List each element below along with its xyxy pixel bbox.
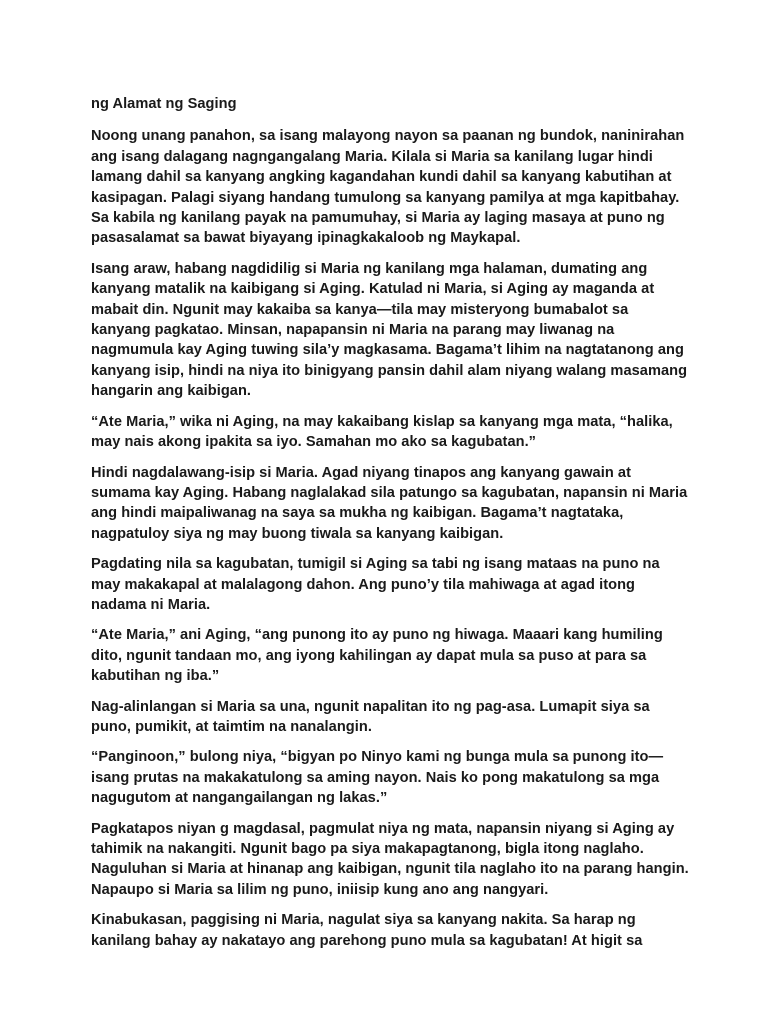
document-page — [91, 84, 691, 961]
paragraph: Kinabukasan, paggising ni Maria, nagulat siya sa kanyang nakita. Sa harap ng kanilang bahay ay nakatayo ang parehong puno mula sa kagubatan! At higit sa — [91, 912, 643, 949]
paragraph: Pagkatapos niyan g magdasal, pagmulat niya ng mata, napansin niyang si Aging ay tahimik na nakangiti. Ngunit bago pa siya makapagtanong, bigla itong naglaho. Naguluhan si Maria at hinanap ang kaibigan, ngunit tila naglaho ito na parang hangin. Napaupo si Maria sa lilim ng puno, iniisip kung ano ang nangyari. — [91, 820, 689, 898]
paragraph: “Ate Maria,” ani Aging, “ang punong ito ay puno ng hiwaga. Maaari kang humiling dito, ngunit tandaan mo, ang iyong kahilingan ay dapat mula sa puso at para sa kabutihan ng iba.” — [91, 627, 663, 685]
paragraph: Hindi nagdalawang-isip si Maria. Agad niyang tinapos ang kanyang gawain at sumama kay Aging. Habang naglalakad sila patungo sa kagubatan, napansin ni Maria ang hindi maipaliwanag na saya sa mukha ng kaibigan. Bagama’t nagtataka, nagpatuloy siya ng may buong tiwala sa kanyang kaibigan. — [91, 464, 688, 542]
paragraph: Noong unang panahon, sa isang malayong nayon sa paanan ng bundok, naninirahan ang isang dalagang nagngangalang Maria. Kilala si Maria sa kanilang lugar hindi lamang dahil sa kanyang angking kagandahan kundi dahil sa kanyang kabutihan at kasipagan. Palagi siyang handang tumulong sa kanyang pamilya at mga kapitbahay. Sa kabila ng kanilang payak na pamumuhay, si Maria ay laging masaya at puno ng pasasalamat sa bawat biyayang ipinagkakaloob ng Maykapal. — [91, 128, 685, 247]
paragraph: Pagdating nila sa kagubatan, tumigil si Aging sa tabi ng isang mataas na puno na may makakapal at malalagong dahon. Ang puno’y tila mahiwaga at agad itong nadama ni Maria. — [91, 556, 660, 613]
document-title: ng Alamat ng Saging — [91, 96, 237, 112]
paragraph: Isang araw, habang nagdidilig si Maria ng kanilang mga halaman, dumating ang kanyang matalik na kaibigang si Aging. Katulad ni Maria, si Aging ay maganda at mabait din. Ngunit may kakaiba sa kanya—tila may misteryong bumabalot sa kanyang pagkatao. Minsan, napapansin ni Maria na parang may liwanag na nagmumula kay Aging tuwing sila’y magkasama. Bagama’t lihim na nagtatanong ang kanyang isip, hindi na niya ito binigyang pansin dahil alam niyang walang masamang hangarin ang kaibigan. — [91, 260, 688, 400]
paragraph: “Ate Maria,” wika ni Aging, na may kakaibang kislap sa kanyang mga mata, “halika, may nais akong ipakita sa iyo. Samahan mo ako sa kagubatan.” — [91, 413, 673, 451]
paragraph: Nag-alinlangan si Maria sa una, ngunit napalitan ito ng pag-asa. Lumapit siya sa puno, pumikit, at taimtim na nanalangin. — [91, 698, 650, 735]
paragraph: “Panginoon,” bulong niya, “bigyan po Ninyo kami ng bunga mula sa punong ito—isang prutas na makakatulong sa aming nayon. Nais ko pong makatulong sa mga nagugutom at nangangailangan ng lakas.” — [91, 749, 664, 807]
